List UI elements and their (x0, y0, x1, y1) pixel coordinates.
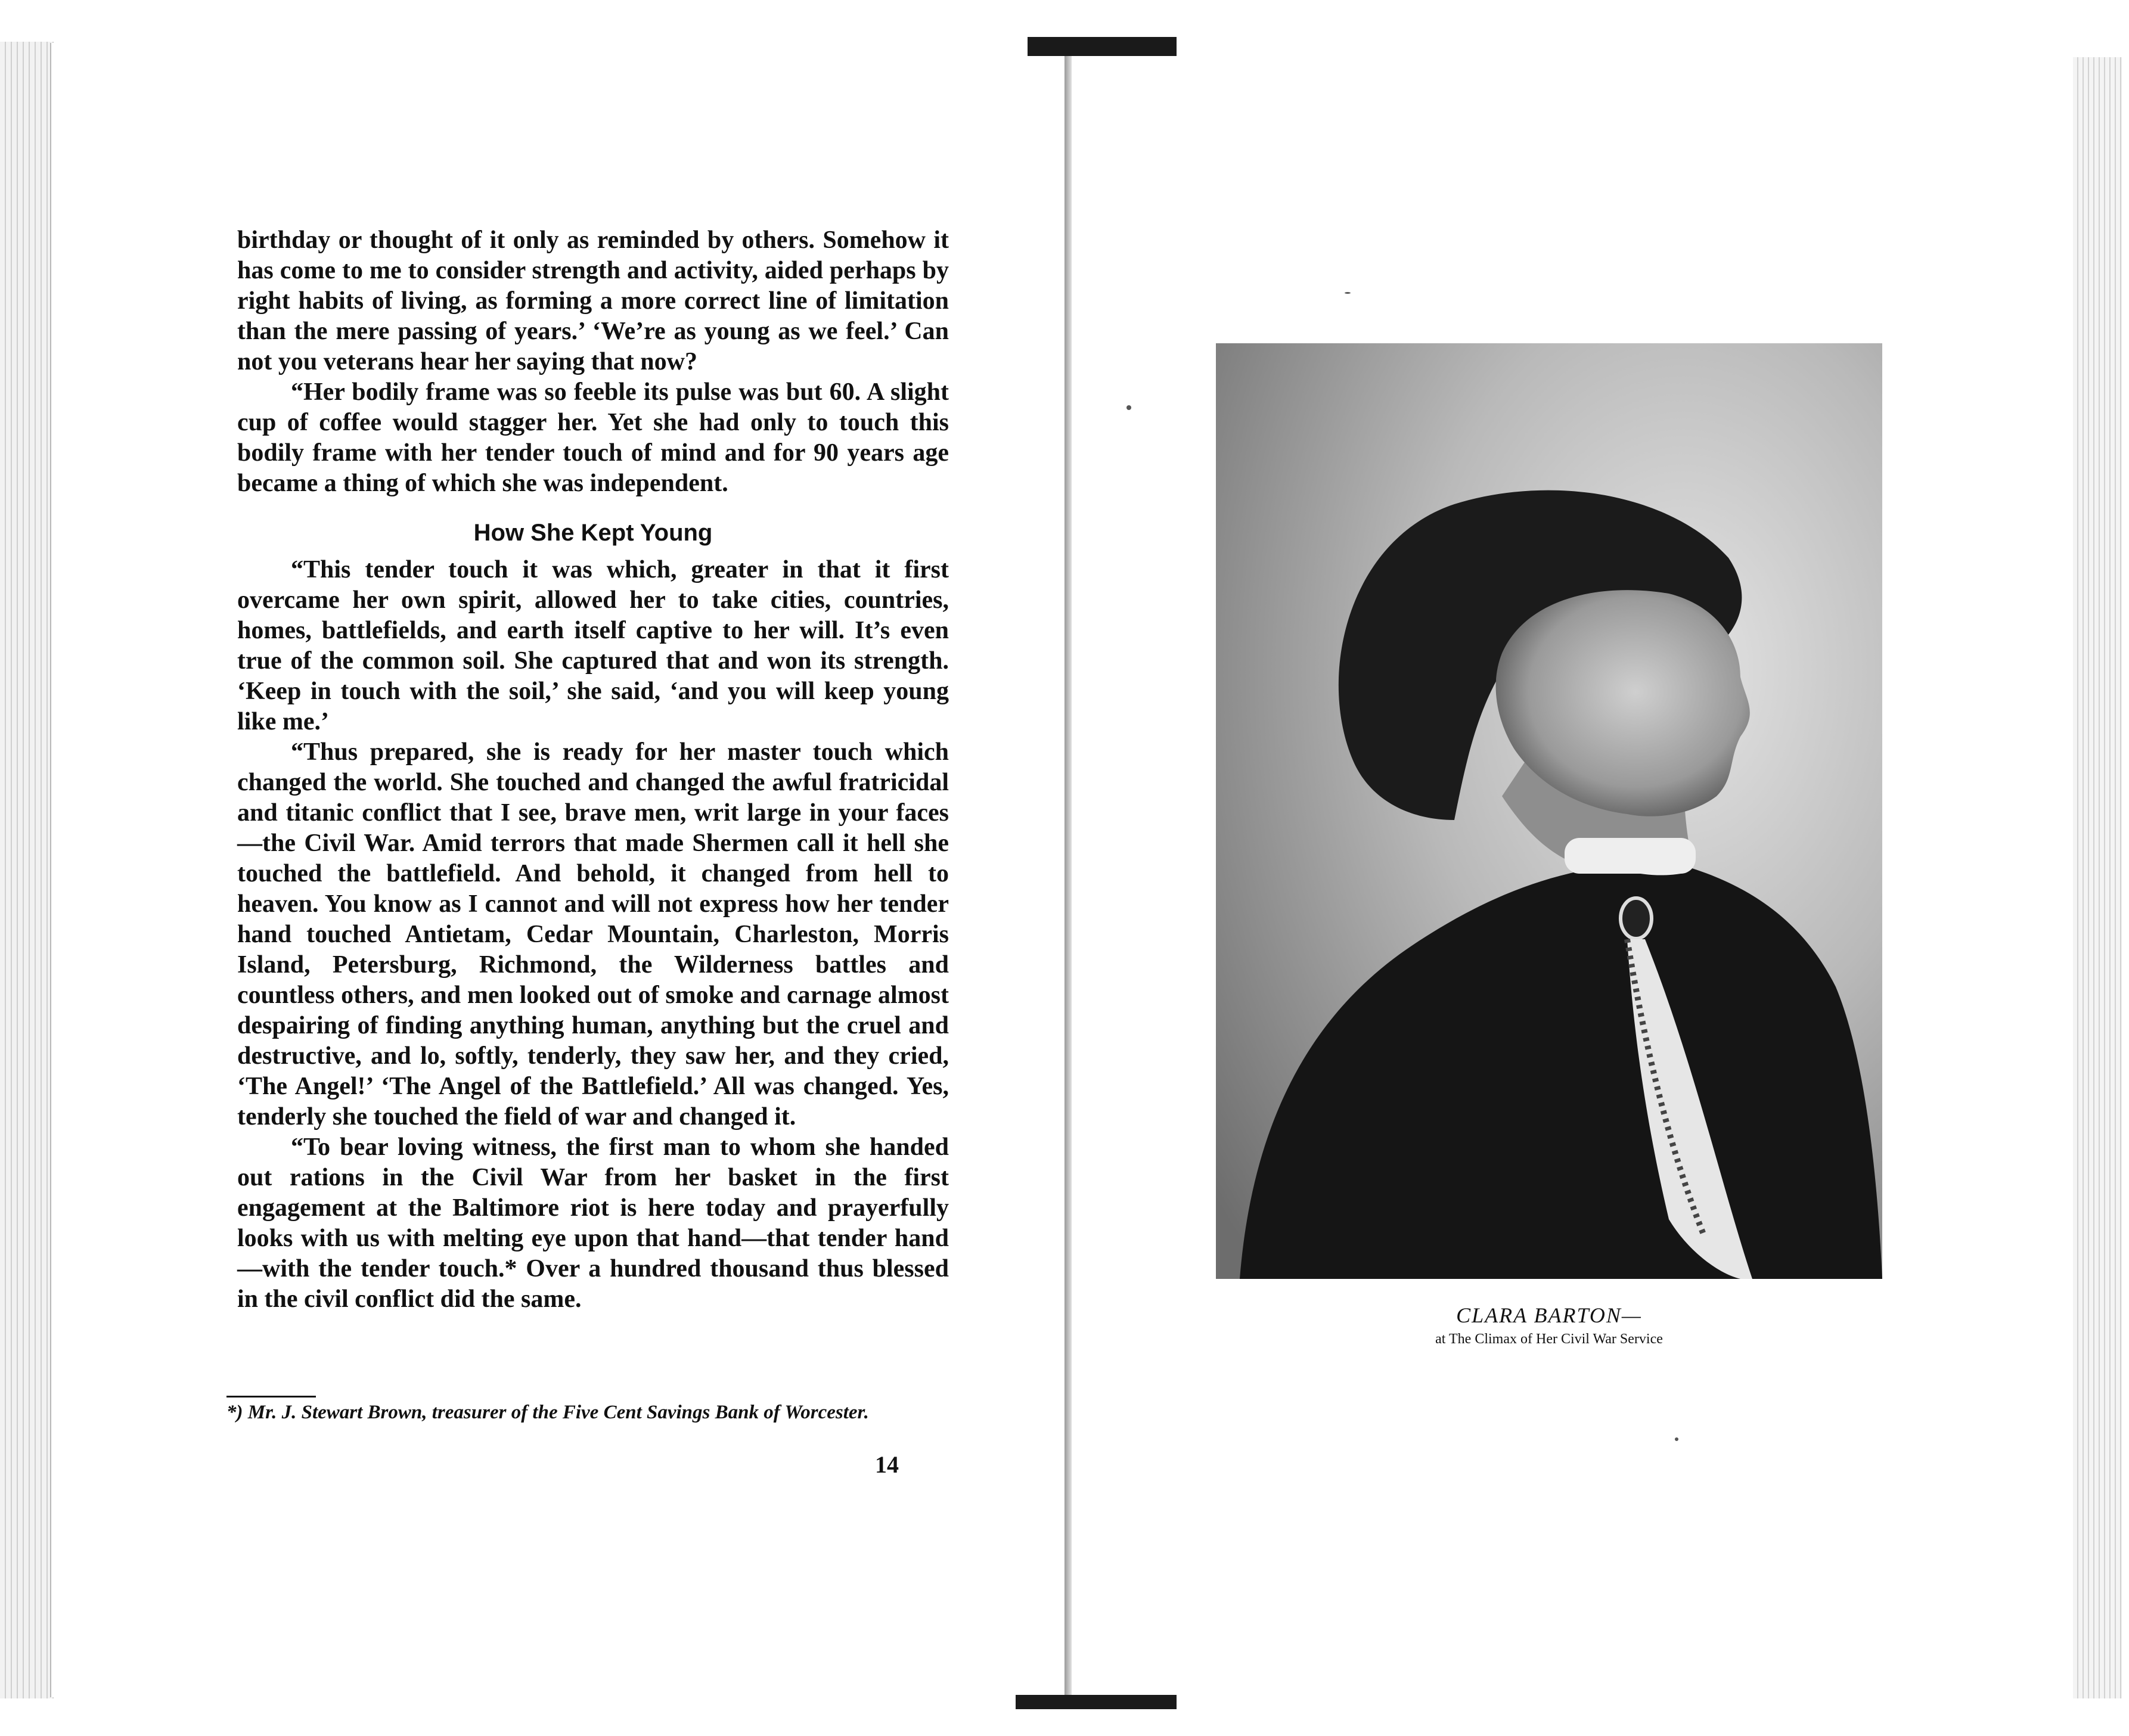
paragraph: “This tender touch it was which, greater in that it first overcame her own spirit, allowed her to take cities, countries, homes, battlefields, and earth itself captive to her will. It’s even true of the common soil. She captured that and won its strength. ‘Keep in touch with the soil,’ she said, ‘and you will keep young like me.’ (237, 556, 949, 735)
book-gutter (1064, 39, 1072, 1702)
page-number: 14 (875, 1451, 899, 1478)
paragraph: “To bear loving witness, the first man to whom she handed out rations in the Civil War from her basket in the first engagement at the Baltimore riot is here today and prayerfully looks with us with melting eye upon that hand—that tender hand—with the tender touch.* Over a hundred thousand thus blessed in the civil conflict did the same. (237, 1133, 949, 1313)
section-heading: How She Kept Young (473, 520, 713, 546)
caption-subtitle: at The Climax of Her Civil War Service (1435, 1331, 1663, 1347)
footnote: *) Mr. J. Stewart Brown, treasurer of the Five Cent Savings Bank of Worcester. (226, 1402, 869, 1423)
paragraph: birthday or thought of it only as reminded by others. Somehow it has come to me to consider strength and activity, aided perhaps by right habits of living, as forming a more correct line of limitation than the mere passing of years.’ ‘We’re as young as we feel.’ Can not you veterans hear her saying that now? (237, 226, 949, 375)
binding-tab-bottom (1016, 1695, 1177, 1709)
paper-speck (1126, 405, 1131, 410)
portrait-illustration (1216, 343, 1882, 1279)
right-page-edges (2073, 57, 2122, 1698)
paper-speck (1345, 292, 1351, 294)
left-page-edges (0, 42, 54, 1698)
paragraph: “Thus prepared, she is ready for her master touch which changed the world. She touched and changed the awful fratricidal and titanic conflict that I see, brave men, writ large in your faces—the Civil War. Amid terrors that made Shermen call it hell she touched the battlefield. And behold, it changed from hell to heaven. You know as I cannot and will not express how her tender hand touched Antietam, Cedar Mountain, Charleston, Morris Island, Petersburg, Richmond, the Wilderness battles and countless others, and men looked out of smoke and carnage almost despairing of finding anything human, anything but the cruel and destructive, and lo, softly, tenderly, they saw her, and they cried, ‘The Angel!’ ‘The Angel of the Battlefield.’ All was changed. Yes, tenderly she touched the field of war and changed it. (237, 738, 949, 1131)
portrait-photo (1216, 343, 1882, 1279)
footnote-rule (226, 1396, 316, 1398)
paragraph: “Her bodily frame was so feeble its pulse was but 60. A slight cup of coffee would stagger her. Yet she had only to touch this bodily frame with her tender touch of mind and for 90 years age became a thing of which she was independent. (237, 378, 949, 497)
binding-tab-top (1028, 37, 1177, 56)
caption-title: CLARA BARTON— (1456, 1303, 1642, 1327)
paper-speck (1675, 1437, 1678, 1441)
body-text (237, 225, 949, 1315)
